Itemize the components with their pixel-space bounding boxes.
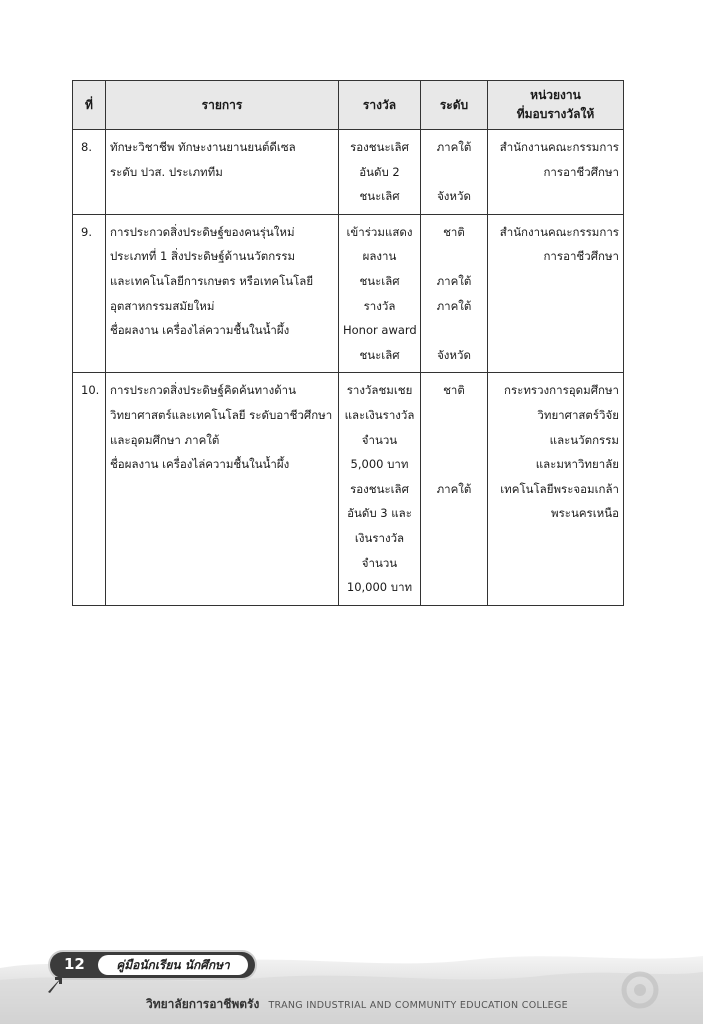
row-item-line: วิทยาศาสตร์และเทคโนโลยี ระดับอาชีวศึกษา [110,407,333,422]
row-agency-line: เทคโนโลยีพระจอมเกล้า [500,481,619,496]
table-body [73,130,624,606]
row-number: 10. [73,373,106,605]
row-award-line: เงินรางวัล [354,530,405,545]
row-award-line: รางวัล [363,298,396,313]
row-item-line: การประกวดสิ่งประดิษฐ์ของคนรุ่นใหม่ [110,224,295,239]
row-item-line: อุตสาหกรรมสมัยใหม่ [110,298,215,313]
page-number: 12 [64,955,85,973]
row-item [106,214,339,373]
row-agency [488,214,624,373]
header-level: ระดับ [421,81,488,130]
row-award-line: ชนะเลิศ [359,347,400,362]
row-agency-line: วิทยาศาสตร์วิจัย [537,407,619,422]
page-badge [50,952,255,978]
row-level-line: จังหวัด [437,347,471,362]
table-row [73,130,624,215]
row-award-line: อันดับ 2 [359,164,400,179]
row-level-line: ชาติ [443,383,465,398]
college-name-thai: วิทยาลัยการอาชีพตรัง [146,997,260,1011]
row-level-line [425,244,483,269]
row-item [106,130,339,215]
row-level [421,214,488,373]
row-award-line: 5,000 บาท [350,457,409,472]
row-level-line [425,452,483,477]
row-item-line: ประเภทที่ 1 สิ่งประดิษฐ์ด้านนวัตกรรม [110,249,296,264]
row-award-line: จำนวน [361,555,398,570]
row-item-line: ชื่อผลงาน เครื่องไล่ความชื้นในน้ำผึ้ง [110,457,290,472]
table-row [73,373,624,605]
awards-table-container [72,80,623,606]
header-no: ที่ [73,81,106,130]
manual-title: คู่มือนักเรียน นักศึกษา [98,955,248,975]
row-level-line: ภาคใต้ [436,140,472,154]
table-header-row [73,81,624,130]
college-name-english: TRANG INDUSTRIAL AND COMMUNITY EDUCATION COLLEGE [268,1000,568,1011]
row-award-line: อันดับ 3 และ [347,506,412,521]
row-number: 8. [73,130,106,215]
row-level-line [425,428,483,453]
row-award [339,214,421,373]
row-award-line: ชนะเลิศ [359,189,400,204]
row-agency [488,130,624,215]
table-row [73,214,624,373]
row-level-line: ชาติ [443,224,465,239]
row-agency-line: และมหาวิทยาลัย [535,457,619,472]
page-footer [0,940,703,1024]
awards-table [72,80,624,606]
row-agency-line: พระนครเหนือ [551,506,619,521]
row-award-line: และเงินรางวัล [344,407,415,422]
row-award-line: เข้าร่วมแสดง [346,224,413,239]
row-agency-line: กระทรวงการอุดมศึกษา [504,383,619,398]
row-award-line: จำนวน [361,432,398,447]
college-name [146,993,568,1014]
row-item-line: ระดับ ปวส. ประเภททีม [110,164,223,179]
row-level-line [425,403,483,428]
row-level-line: ภาคใต้ [436,273,472,288]
row-award-line: Honor award [343,323,417,338]
row-agency [488,373,624,605]
header-agency-line: ที่มอบรางวัลให้ [516,107,595,121]
header-item: รายการ [106,81,339,130]
row-item-line: ชื่อผลงาน เครื่องไล่ความชื้นในน้ำผึ้ง [110,323,290,338]
arrow-up-right-icon [46,974,64,994]
row-agency-line: สำนักงานคณะกรรมการ [499,224,619,239]
row-item [106,373,339,605]
row-level-line [425,160,483,185]
row-level [421,130,488,215]
row-award-line: รองชนะเลิศ [350,481,409,496]
row-award-line: รองชนะเลิศ [350,140,409,154]
row-agency-line: และนวัตกรรม [549,432,619,447]
row-agency-line: สำนักงานคณะกรรมการ [499,140,619,154]
row-level-line: ภาคใต้ [436,298,472,313]
row-agency-line: การอาชีวศึกษา [543,164,619,179]
row-level-line [425,318,483,343]
row-item-line: ทักษะวิชาชีพ ทักษะงานยานยนต์ดีเซล [110,140,296,154]
row-number: 9. [73,214,106,373]
row-level [421,373,488,605]
row-award-line: ชนะเลิศ [359,273,400,288]
row-award-line: 10,000 บาท [346,580,413,595]
row-award-line: ผลงาน [362,249,397,264]
header-award: รางวัล [339,81,421,130]
header-agency [488,81,624,130]
row-item-line: การประกวดสิ่งประดิษฐ์คิดค้นทางด้าน [110,383,296,398]
row-item-line: และอุดมศึกษา ภาคใต้ [110,432,220,447]
row-award-line: รางวัลชมเชย [346,383,413,398]
header-agency-line: หน่วยงาน [530,88,581,102]
row-level-line: จังหวัด [437,189,471,204]
row-award [339,130,421,215]
row-agency-line: การอาชีวศึกษา [543,249,619,264]
row-item-line: และเทคโนโลยีการเกษตร หรือเทคโนโลยี [110,273,314,288]
row-level-line: ภาคใต้ [436,481,472,496]
row-award [339,373,421,605]
